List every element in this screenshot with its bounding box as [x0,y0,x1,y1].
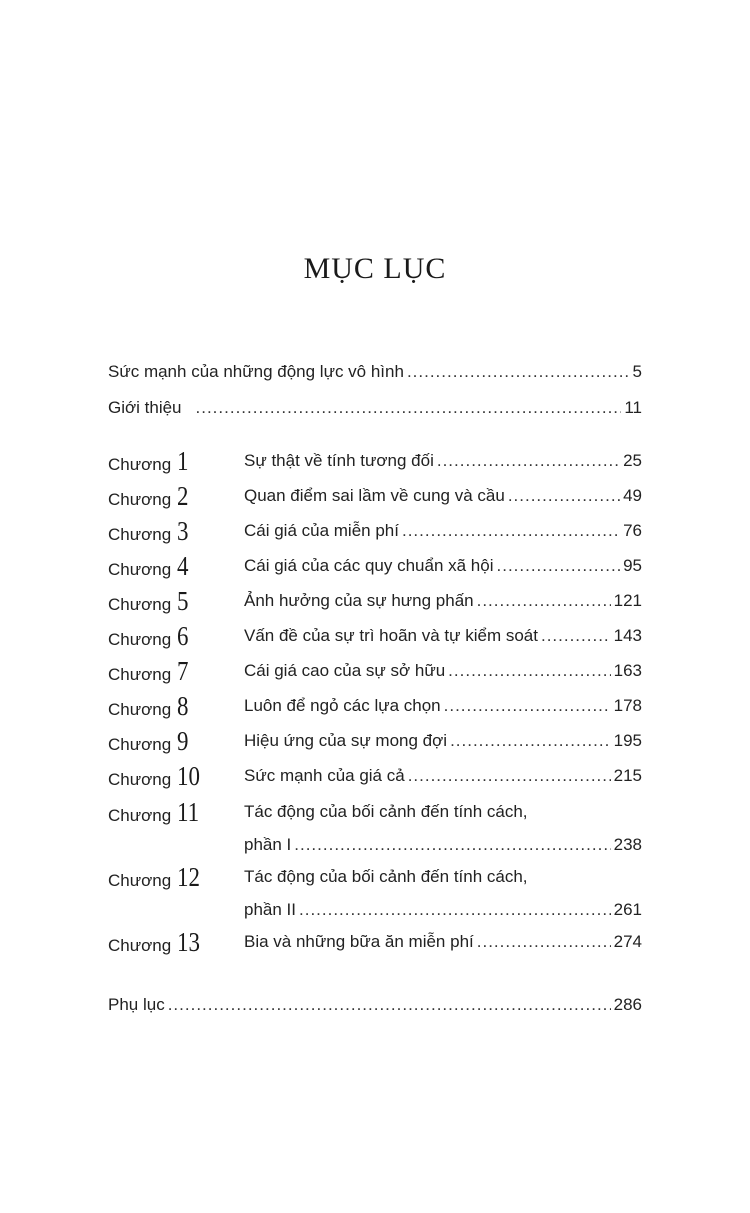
chapter-word: Chương [108,665,172,684]
chapter-word: Chương [108,770,172,789]
chapter-number: 11 [177,797,200,827]
chapter-number: 5 [177,586,189,616]
chapter-title: Cái giá của miễn phí [244,521,399,540]
chapter-page: 76 [623,521,642,540]
dot-leader [444,695,611,717]
chapter-line [244,730,642,752]
dot-leader [448,660,610,682]
dot-leader [196,397,622,419]
dot-leader [437,450,620,472]
chapter-word: Chương [108,560,172,579]
chapter-page: 238 [613,835,642,854]
dot-leader [402,520,620,542]
chapter-word: Chương [108,806,172,825]
chapter-page: 163 [613,661,642,680]
chapter-page: 274 [613,932,642,951]
toc-entry-label: Giới thiệu [108,398,182,417]
dot-leader [497,555,621,577]
chapter-line [244,450,642,472]
dot-leader [299,899,611,921]
chapter-line [244,485,642,507]
chapter-page: 195 [613,731,642,750]
chapter-title: Bia và những bữa ăn miễn phí [244,932,474,951]
chapter-label [108,551,243,582]
toc-entry-page: 5 [632,362,642,381]
chapter-title: Sức mạnh của giá cả [244,766,405,785]
dot-leader [407,361,630,383]
chapter-number: 2 [177,481,189,511]
chapter-title: Tác động của bối cảnh đến tính cách, [244,867,528,886]
chapter-page: 261 [613,900,642,919]
chapter-number: 7 [177,656,189,686]
chapter-word: Chương [108,936,172,955]
chapter-word: Chương [108,490,172,509]
chapter-number: 12 [177,862,201,892]
chapter-title: Tác động của bối cảnh đến tính cách, [244,802,528,821]
chapter-line [244,801,642,823]
chapter-number: 13 [177,927,201,957]
chapter-label [108,446,243,477]
chapter-title: Cái giá của các quy chuẩn xã hội [244,556,494,575]
chapter-title: Sự thật về tính tương đối [244,451,434,470]
chapter-label [108,516,243,547]
toc-entry-page: 286 [613,995,642,1014]
toc-entry-appendix [108,994,642,1016]
chapter-label [108,621,243,652]
toc-entry-introduction [108,397,642,419]
chapter-label [108,586,243,617]
chapter-line [244,555,642,577]
chapter-line-continued [244,899,642,921]
chapter-number: 8 [177,691,189,721]
chapter-title-continued: phần II [244,900,296,919]
chapter-label [108,481,243,512]
chapter-number: 4 [177,551,189,581]
chapter-title: Cái giá cao của sự sở hữu [244,661,446,680]
chapter-number: 1 [177,446,189,476]
chapter-word: Chương [108,700,172,719]
chapter-label [108,927,243,958]
chapter-page: 121 [613,591,642,610]
chapter-word: Chương [108,871,172,890]
chapter-label [108,656,243,687]
chapter-line [244,931,642,953]
chapter-label [108,862,243,893]
chapter-line [244,625,642,647]
chapter-line-continued [244,834,642,856]
chapter-line [244,660,642,682]
toc-entry-label: Phụ lục [108,995,165,1014]
chapter-number: 9 [177,726,189,756]
dot-leader [450,730,611,752]
chapter-number: 6 [177,621,189,651]
chapter-word: Chương [108,735,172,754]
chapter-page: 178 [613,696,642,715]
chapter-title: Quan điểm sai lầm về cung và cầu [244,486,505,505]
chapter-word: Chương [108,455,172,474]
chapter-line [244,765,642,787]
toc-entry-page: 11 [624,398,642,417]
chapter-label [108,761,243,792]
chapter-word: Chương [108,595,172,614]
chapter-label [108,797,243,828]
chapter-number: 10 [177,761,201,791]
dot-leader [541,625,611,647]
chapter-page: 95 [623,556,642,575]
toc-entry-label: Sức mạnh của những động lực vô hình [108,362,404,381]
chapter-title: Luôn để ngỏ các lựa chọn [244,696,441,715]
chapter-label [108,726,243,757]
chapter-line [244,695,642,717]
chapter-line [244,520,642,542]
toc-entry-foreword [108,361,642,383]
chapter-word: Chương [108,525,172,544]
dot-leader [408,765,611,787]
chapter-page: 143 [613,626,642,645]
chapter-line [244,590,642,612]
chapter-page: 215 [613,766,642,785]
chapter-number: 3 [177,516,189,546]
chapter-page: 25 [623,451,642,470]
chapter-title: Vấn đề của sự trì hoãn và tự kiểm soát [244,626,538,645]
chapter-title: Ảnh hưởng của sự hưng phấn [244,591,474,610]
dot-leader [477,931,611,953]
chapter-word: Chương [108,630,172,649]
chapter-page: 49 [623,486,642,505]
chapter-title: Hiệu ứng của sự mong đợi [244,731,448,750]
dot-leader [168,994,611,1016]
dot-leader [508,485,620,507]
page-title: MỤC LỤC [303,252,447,285]
dot-leader [477,590,611,612]
chapter-label [108,691,243,722]
dot-leader [294,834,610,856]
chapter-line [244,866,642,888]
chapter-title-continued: phần I [244,835,292,854]
